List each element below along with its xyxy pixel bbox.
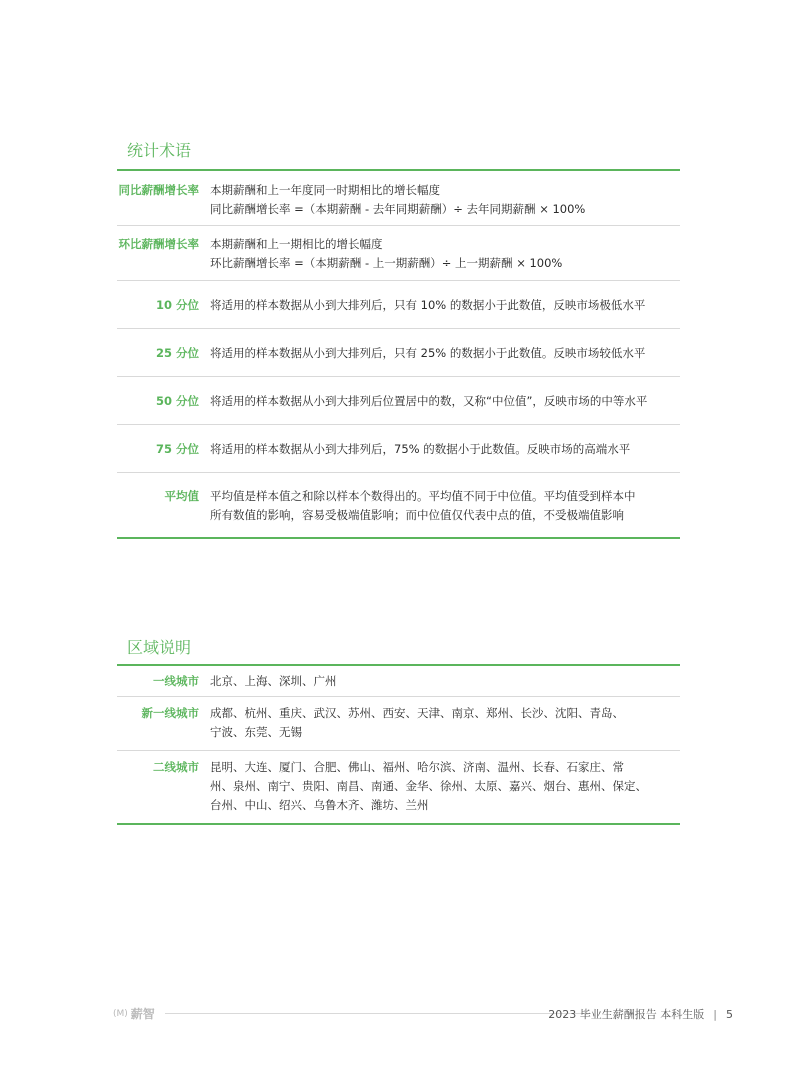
description-line: 将适用的样本数据从小到大排列后位置居中的数，又称“中位值”，反映市场的中等水平 (210, 394, 648, 408)
city-list (210, 758, 680, 815)
description-line: 将适用的样本数据从小到大排列后，只有 25% 的数据小于此数值。反映市场较低水平 (210, 346, 646, 360)
city-list (210, 672, 680, 691)
city-line: 成都、杭州、重庆、武汉、苏州、西安、天津、南京、郑州、长沙、沈阳、青岛、 (210, 706, 624, 720)
term-label: 同比薪酬增长率 (118, 183, 199, 197)
stats-section (117, 139, 680, 539)
city-line: 宁波、东莞、无锡 (210, 725, 302, 739)
regions-section (117, 636, 680, 825)
regions-row-new-tier1 (117, 697, 680, 750)
regions-section-title: 区域说明 (127, 638, 192, 657)
description-line: 将适用的样本数据从小到大排列后，75% 的数据小于此数值。反映市场的高端水平 (210, 442, 631, 456)
term-label: 一线城市 (153, 674, 199, 688)
page-footer (113, 1004, 733, 1024)
footer-divider (165, 1013, 591, 1014)
term-label: 新一线城市 (141, 706, 199, 720)
description-line: 将适用的样本数据从小到大排列后，只有 10% 的数据小于此数值，反映市场极低水平 (210, 298, 646, 312)
stats-row-p10 (117, 281, 680, 328)
footer-caption (548, 1006, 733, 1022)
city-line: 昆明、大连、厦门、合肥、佛山、福州、哈尔滨、济南、温州、长春、石家庄、常 (210, 760, 624, 774)
report-title: 2023 毕业生薪酬报告 本科生版 (548, 1008, 705, 1021)
description-line: 本期薪酬和上一期相比的增长幅度 (210, 237, 383, 251)
term-description (210, 487, 680, 525)
description-line: 环比薪酬增长率 =（本期薪酬 - 上一期薪酬）÷ 上一期薪酬 × 100% (210, 256, 563, 270)
stats-bottom-rule (117, 537, 680, 539)
stats-row-p25 (117, 329, 680, 376)
regions-row-tier2 (117, 751, 680, 823)
term-label: 75 分位 (155, 442, 199, 456)
term-description (210, 235, 680, 273)
term-description (210, 392, 680, 411)
brand-logo (113, 1005, 155, 1022)
stats-row-mean (117, 473, 680, 537)
description-line: 平均值是样本值之和除以样本个数得出的。平均值不同于中位值。平均值受到样本中 (210, 489, 636, 503)
term-description (210, 440, 680, 459)
stats-row-p75 (117, 425, 680, 472)
description-line: 本期薪酬和上一年度同一时期相比的增长幅度 (210, 183, 440, 197)
term-description (210, 344, 680, 363)
regions-row-tier1 (117, 666, 680, 696)
stats-row-p50 (117, 377, 680, 424)
description-line: 所有数值的影响，容易受极端值影响；而中位值仅代表中点的值，不受极端值影响 (210, 508, 624, 522)
city-line: 州、泉州、南宁、贵阳、南昌、南通、金华、徐州、太原、嘉兴、烟台、惠州、保定、 (210, 779, 647, 793)
term-label: 环比薪酬增长率 (118, 237, 199, 251)
stats-row-mom (117, 226, 680, 280)
term-label: 平均值 (164, 489, 199, 503)
logo-mark-icon: (M) (113, 1008, 128, 1019)
term-description (210, 296, 680, 315)
description-line: 同比薪酬增长率 =（本期薪酬 - 去年同期薪酬）÷ 去年同期薪酬 × 100% (210, 202, 586, 216)
regions-bottom-rule (117, 823, 680, 825)
stats-row-yoy (117, 171, 680, 225)
city-line: 北京、上海、深圳、广州 (210, 674, 337, 688)
city-line: 台州、中山、绍兴、乌鲁木齐、潍坊、兰州 (210, 798, 429, 812)
term-label: 10 分位 (155, 298, 199, 312)
term-label: 二线城市 (153, 760, 199, 774)
term-description (210, 181, 680, 219)
term-label: 50 分位 (155, 394, 199, 408)
city-list (210, 704, 680, 742)
footer-separator: | (713, 1008, 717, 1021)
logo-text: 薪智 (130, 1007, 155, 1021)
page-number: 5 (726, 1008, 733, 1021)
stats-section-title: 统计术语 (127, 141, 192, 160)
term-label: 25 分位 (155, 346, 199, 360)
